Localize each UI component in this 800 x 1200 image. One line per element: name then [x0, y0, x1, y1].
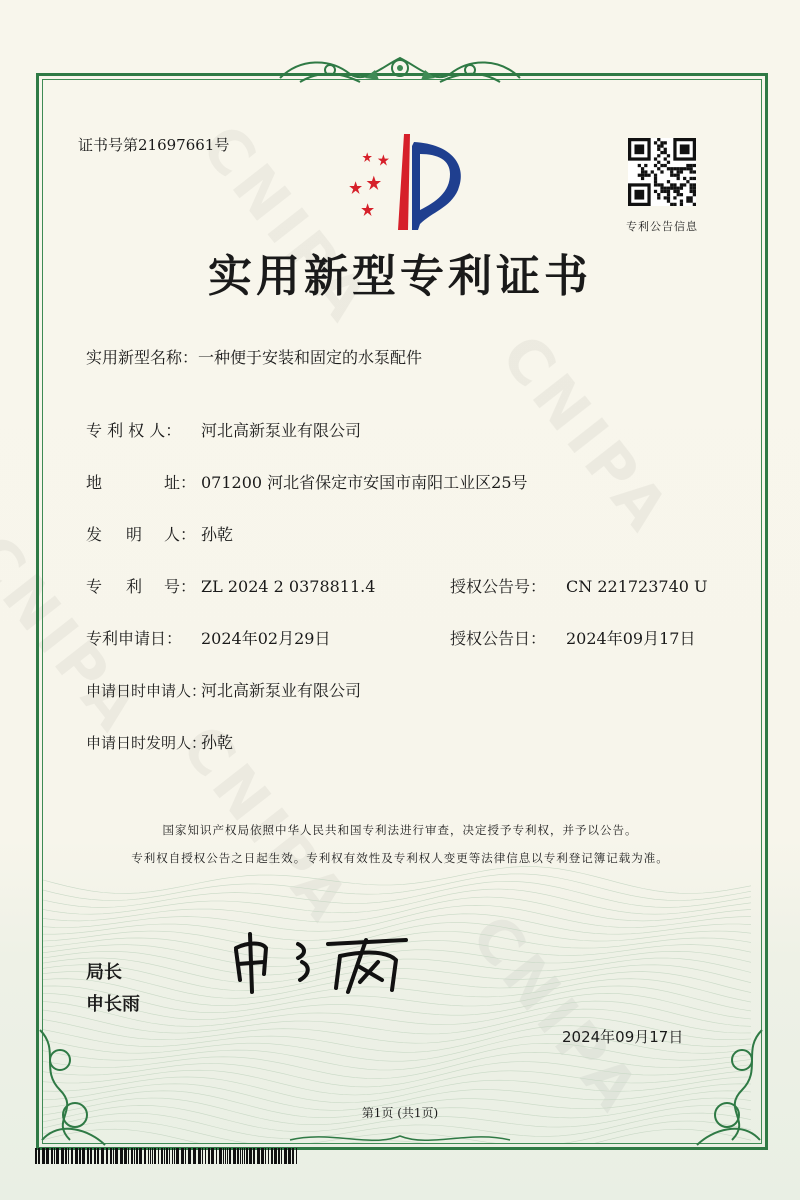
field-value: 孙乾 — [201, 733, 234, 752]
director-title: 局长 — [86, 962, 122, 983]
field-address — [86, 470, 528, 493]
field-patent-no — [86, 574, 375, 597]
director-name: 申长雨 — [86, 994, 140, 1015]
field-value: 2024年09月17日 — [566, 629, 696, 648]
qr-code-icon — [628, 138, 696, 206]
field-label: 地 址： — [86, 473, 197, 492]
corner-ornament-icon — [30, 1020, 110, 1150]
field-label: 专利申请日： — [86, 629, 183, 648]
legal-text-line: 国家知识产权局依照中华人民共和国专利法进行审查，决定授予专利权，并予以公告。 — [162, 823, 638, 837]
field-label: 发 明 人： — [86, 525, 197, 544]
field-patentee — [86, 418, 361, 441]
field-inventor-at-filing — [86, 730, 233, 753]
field-label: 授权公告日： — [450, 629, 547, 648]
field-label: 实用新型名称： — [86, 348, 199, 367]
field-label: 授权公告号： — [450, 577, 547, 596]
certificate-title: 实用新型专利证书 — [208, 251, 592, 302]
cnipa-logo-icon — [340, 132, 470, 232]
field-value: 071200 河北省保定市安国市南阳工业区25号 — [201, 473, 528, 492]
field-name — [86, 345, 422, 368]
certificate-number: 证书号第21697661号 — [78, 136, 230, 154]
field-applicant-at-filing — [86, 678, 361, 701]
signature-icon — [228, 930, 418, 1000]
field-label: 专 利 号： — [86, 577, 197, 596]
field-label: 申请日时申请人： — [86, 682, 207, 700]
signature-date: 2024年09月17日 — [562, 1028, 684, 1046]
field-value: ZL 2024 2 0378811.4 — [201, 577, 376, 596]
field-value: 孙乾 — [201, 525, 234, 544]
legal-text-line: 专利权自授权公告之日起生效。专利权有效性及专利权人变更等法律信息以专利登记簿记载为准。 — [131, 851, 669, 865]
field-value: 2024年02月29日 — [201, 629, 331, 648]
field-label: 申请日时发明人： — [86, 734, 207, 752]
top-ornament-icon — [270, 48, 530, 96]
field-inventor — [86, 522, 233, 545]
field-value: 河北高新泵业有限公司 — [201, 421, 362, 440]
corner-ornament-icon — [692, 1020, 772, 1150]
field-announce-no — [450, 574, 708, 597]
field-value: CN 221723740 U — [566, 577, 708, 596]
barcode-icon — [35, 1148, 297, 1164]
field-value: 一种便于安装和固定的水泵配件 — [198, 348, 423, 367]
field-value: 河北高新泵业有限公司 — [201, 681, 362, 700]
field-announce-date — [450, 626, 695, 649]
field-apply-date — [86, 626, 330, 649]
qr-label: 专利公告信息 — [626, 220, 698, 233]
field-label: 专 利 权 人： — [86, 421, 182, 440]
bottom-ornament-icon — [270, 1128, 530, 1150]
page-number: 第1页 (共1页) — [361, 1106, 439, 1120]
